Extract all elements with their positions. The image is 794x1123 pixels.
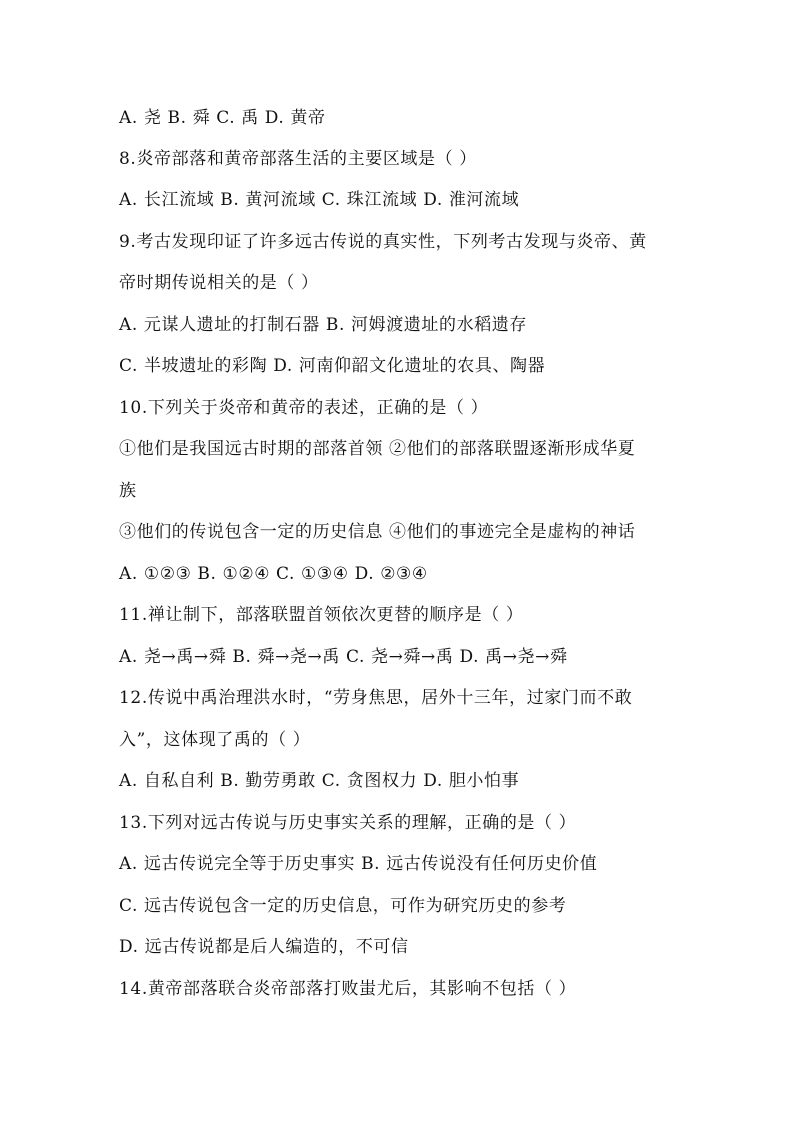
q12-options: A. 自私自利 B. 勤劳勇敢 C. 贪图权力 D. 胆小怕事 — [119, 771, 520, 791]
q13-options-ab: A. 远古传说完全等于历史事实 B. 远古传说没有任何历史价值 — [119, 854, 598, 874]
q8-options: A. 长江流域 B. 黄河流域 C. 珠江流域 D. 淮河流域 — [119, 190, 520, 210]
q10-question: 10.下列关于炎帝和黄帝的表述，正确的是（ ） — [119, 398, 489, 418]
q13-option-c: C. 远古传说包含一定的历史信息，可作为研究历史的参考 — [119, 896, 567, 916]
q14-question: 14.黄帝部落联合炎帝部落打败蚩尤后，其影响不包括（ ） — [119, 979, 577, 999]
q8-question: 8.炎帝部落和黄帝部落生活的主要区域是（ ） — [119, 149, 477, 169]
q9-question-line2: 帝时期传说相关的是（ ） — [119, 273, 319, 293]
q10-options: A. ①②③ B. ①②④ C. ①③④ D. ②③④ — [119, 564, 428, 584]
q10-statements-3-4: ③他们的传说包含一定的历史信息 ④他们的事迹完全是虚构的神话 — [119, 522, 636, 542]
q10-statements-wrap: 族 — [119, 481, 137, 501]
q10-statements-1-2: ①他们是我国远古时期的部落首领 ②他们的部落联盟逐渐形成华夏 — [119, 439, 636, 459]
q9-options-ab: A. 元谋人遗址的打制石器 B. 河姆渡遗址的水稻遗存 — [119, 315, 527, 335]
q7-options: A. 尧 B. 舜 C. 禹 D. 黄帝 — [119, 108, 326, 128]
q13-question: 13.下列对远古传说与历史事实关系的理解，正确的是（ ） — [119, 813, 577, 833]
q12-question-line2: 入”，这体现了禹的（ ） — [119, 730, 311, 750]
q9-options-cd: C. 半坡遗址的彩陶 D. 河南仰韶文化遗址的农具、陶器 — [119, 356, 546, 376]
q13-option-d: D. 远古传说都是后人编造的，不可信 — [119, 937, 409, 957]
q11-options: A. 尧→禹→舜 B. 舜→尧→禹 C. 尧→舜→禹 D. 禹→尧→舜 — [119, 647, 568, 667]
q9-question-line1: 9.考古发现印证了许多远古传说的真实性，下列考古发现与炎帝、黄 — [119, 232, 647, 252]
q11-question: 11.禅让制下，部落联盟首领依次更替的顺序是（ ） — [119, 605, 524, 625]
q12-question-line1: 12.传说中禹治理洪水时，“劳身焦思，居外十三年，过家门而不敢 — [119, 688, 633, 708]
